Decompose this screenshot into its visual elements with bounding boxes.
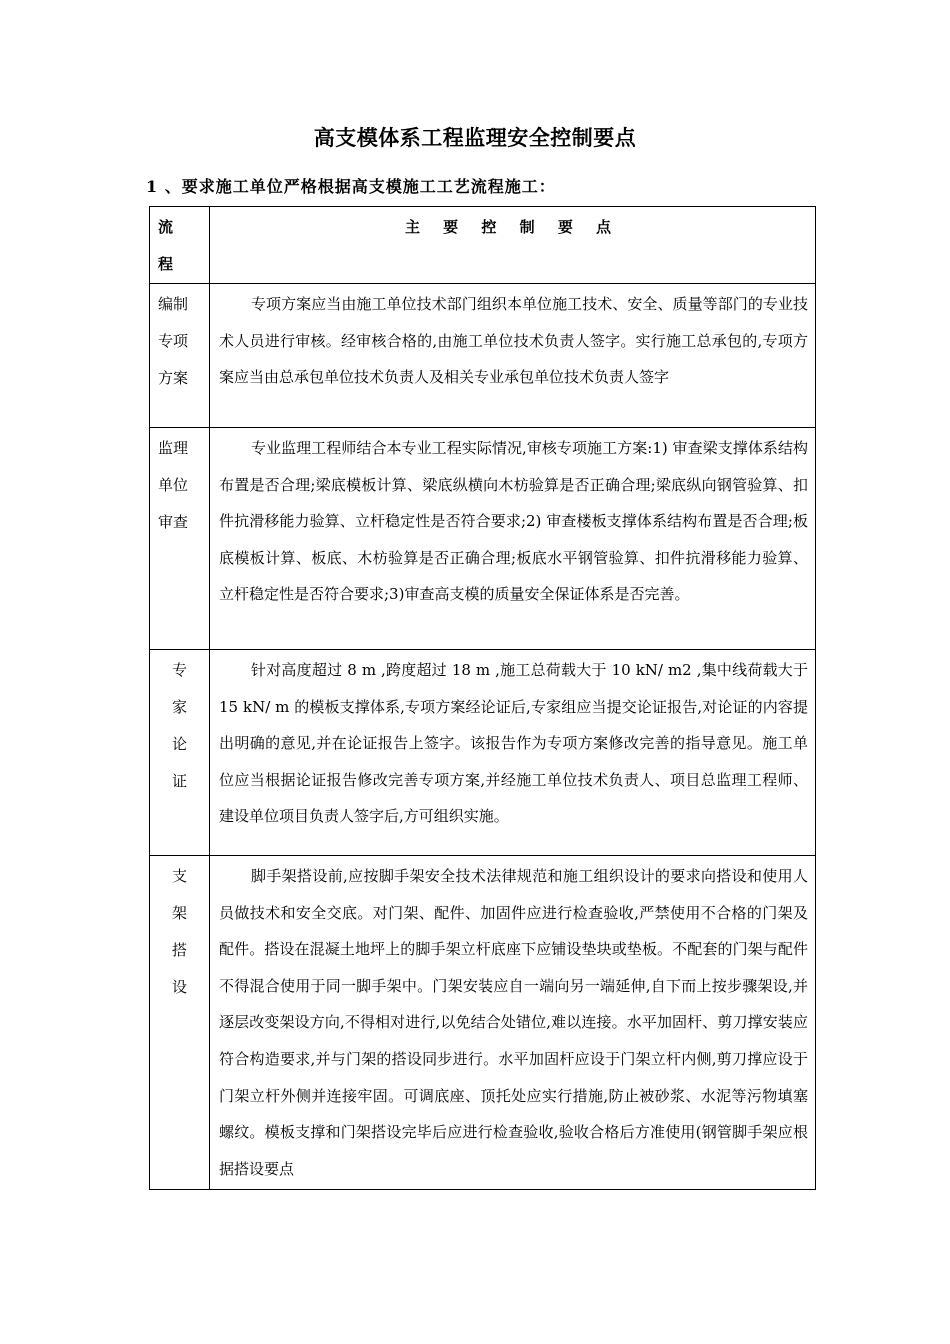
row-content-text: 专业监理工程师结合本专业工程实际情况,审核专项施工方案:1) 审查梁支撑体系结构布置是否合理;梁底模板计算、梁底纵横向木枋验算是否正确合理;梁底纵向钢管验算、扣件抗滑移能力验算、立杆稳定性是否符合要求;2) 审查楼板支撑体系结构布置是否合理;板底模板计算、板底、木枋验算是否正确合理;板底水平钢管验算、扣件抗滑移能力验算、立杆稳定性是否符合要求;3)审查高支模的质量安全保证体系是否完善。 <box>219 439 808 604</box>
flow-label-part: 支 <box>171 867 187 885</box>
content-cell-expert-review <box>210 650 816 856</box>
flow-label-part: 论 <box>171 735 187 753</box>
document-title: 高支模体系工程监理安全控制要点 <box>313 125 637 150</box>
flow-label-part: 证 <box>171 772 187 790</box>
header-flow-char: 程 <box>158 255 174 273</box>
header-content-cell <box>210 207 816 284</box>
flow-cell-compile-plan <box>150 284 210 428</box>
table-header-row <box>150 207 816 284</box>
table-row <box>150 856 816 1190</box>
content-cell-compile-plan <box>210 284 816 428</box>
flow-label-part: 专项 <box>158 332 189 350</box>
flow-label-part: 监理 <box>158 439 189 457</box>
control-points-table <box>149 206 816 1190</box>
table-row <box>150 284 816 428</box>
row-content-text: 专项方案应当由施工单位技术部门组织本单位施工技术、安全、质量等部门的专业技术人员进行审核。经审核合格的,由施工单位技术负责人签字。实行施工总承包的,专项方案应当由总承包单位技术负责人及相关专业承包单位技术负责人签字 <box>219 295 808 387</box>
header-flow-char: 流 <box>158 218 174 236</box>
flow-label-part: 方案 <box>158 369 189 387</box>
header-flow-cell <box>150 207 210 284</box>
flow-label-part: 搭 <box>171 941 187 959</box>
table-row <box>150 428 816 650</box>
header-content-label: 主 要 控 制 要 点 <box>404 218 621 236</box>
flow-cell-expert-review <box>150 650 210 856</box>
table-row <box>150 650 816 856</box>
content-cell-supervision-review <box>210 428 816 650</box>
flow-cell-scaffold-erection <box>150 856 210 1190</box>
flow-cell-supervision-review <box>150 428 210 650</box>
flow-label-part: 专 <box>171 661 187 679</box>
flow-label-part: 编制 <box>158 295 189 313</box>
flow-label-part: 单位 <box>158 476 189 494</box>
flow-label-part: 家 <box>171 698 187 716</box>
row-content-text: 脚手架搭设前,应按脚手架安全技术法律规范和施工组织设计的要求向搭设和使用人员做技术和安全交底。对门架、配件、加固件应进行检查验收,严禁使用不合格的门架及配件。搭设在混凝土地坪上的脚手架立杆底座下应铺设垫块或垫板。不配套的门架与配件不得混合使用于同一脚手架中。门架安装应自一端向另一端延伸,自下而上按步骤架设,并逐层改变架设方向,不得相对进行,以免结合处错位,难以连接。水平加固杆、剪刀撑安装应符合构造要求,并与门架的搭设同步进行。水平加固杆应设于门架立杆内侧,剪刀撑应设于门架立杆外侧并连接牢固。可调底座、顶托处应实行措施,防止被砂浆、水泥等污物填塞螺纹。模板支撑和门架搭设完毕后应进行检查验收,验收合格后方准使用(钢管脚手架应根据搭设要点 <box>219 867 808 1178</box>
flow-label-part: 审查 <box>158 513 189 531</box>
row-content-text: 针对高度超过 8 m ,跨度超过 18 m ,施工总荷载大于 10 kN/ m2 ,集中线荷载大于 15 kN/ m 的模板支撑体系,专项方案经论证后,专家组应当提交论证报告,对论证的内容提出明确的意见,并在论证报告上签字。该报告作为专项方案修改完善的指导意见。施工单位应当根据论证报告修改完善专项方案,并经施工单位技术负责人、项目总监理工程师、建设单位项目负责人签字后,方可组织实施。 <box>219 661 808 826</box>
flow-label-part: 架 <box>171 904 187 922</box>
content-cell-scaffold-erection <box>210 856 816 1190</box>
flow-label-part: 设 <box>171 978 187 996</box>
section-heading: 1 、要求施工单位严格根据高支模施工工艺流程施工： <box>146 177 556 196</box>
